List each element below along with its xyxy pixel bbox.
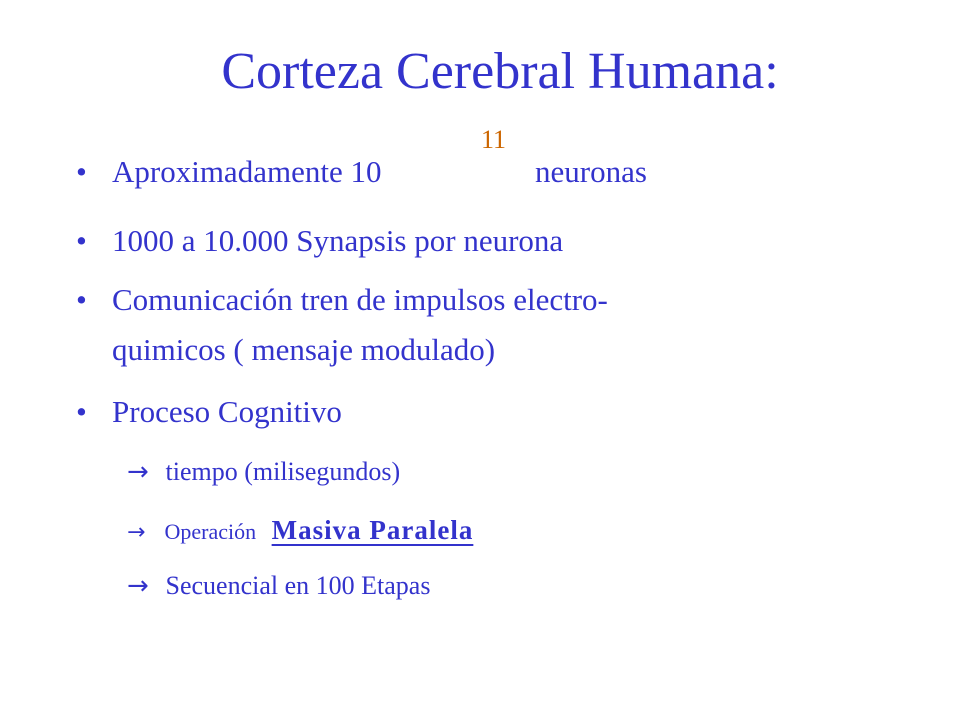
emphasis-text: Masiva Paralela [271, 515, 474, 545]
sub-item-text: Secuencial en 100 Etapas [165, 571, 431, 600]
sub-item-secuencial [127, 566, 430, 606]
bullet-marker: • [76, 394, 87, 429]
bullet-marker: • [76, 282, 87, 317]
bullet-text-suffix: neuronas [535, 154, 647, 189]
bullet-text: 1000 a 10.000 Synapsis por neurona [112, 223, 564, 258]
sub-item-text: Operación [164, 519, 257, 544]
bullet-text-line2: quimicos ( mensaje modulado) [112, 332, 496, 367]
sub-item-text: tiempo (milisegundos) [165, 457, 401, 486]
arrow-right-icon: → [127, 520, 146, 545]
bullet-marker: • [76, 223, 87, 258]
sub-item-operacion [127, 510, 473, 553]
exponent-text: 11 [481, 125, 507, 154]
bullet-text-line1: Comunicación tren de impulsos electro- [112, 282, 608, 317]
arrow-right-icon: → [127, 457, 149, 487]
bullet-text: Proceso Cognitivo [112, 394, 342, 429]
arrow-right-icon: → [127, 571, 149, 601]
bullet-text: Aproximadamente 10 [112, 154, 382, 189]
slide-title: Corteza Cerebral Humana: [221, 43, 779, 100]
bullet-marker: • [76, 154, 87, 189]
sub-item-tiempo [127, 452, 400, 492]
